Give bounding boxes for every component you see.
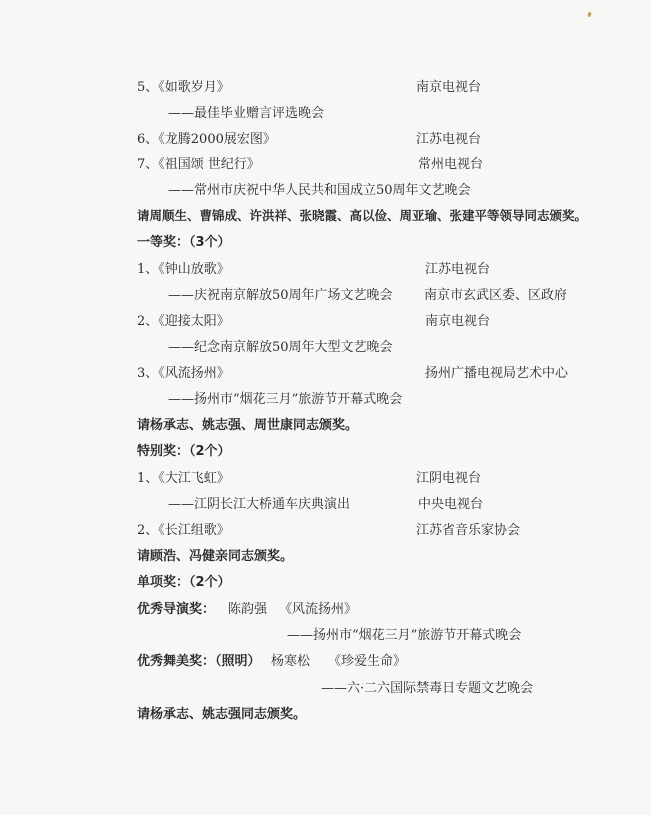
r5-title: 5、《如歌岁月》 xyxy=(137,80,230,95)
art-work: 《珍爱生命》 xyxy=(328,654,407,669)
f2-sub: ——纪念南京解放50周年大型文艺晚会 xyxy=(168,340,393,355)
s2-org: 江苏省音乐家协会 xyxy=(416,523,521,538)
r5-sub: ——最佳毕业赠言评选晚会 xyxy=(168,106,325,121)
f1-title: 1、《钟山放歌》 xyxy=(137,262,230,277)
first-prize-heading: 一等奖：（3个） xyxy=(137,235,231,250)
presenters-line: 请顾浩、冯健亲同志颁奖。 xyxy=(137,549,294,564)
director-name: 陈韵强 xyxy=(228,602,268,617)
single-prize-heading: 单项奖：（2个） xyxy=(137,575,231,590)
f1-org2: 南京市玄武区委、区政府 xyxy=(424,288,568,303)
presenters-line: 请杨承志、姚志强、周世康同志颁奖。 xyxy=(137,418,359,433)
f1-org: 江苏电视台 xyxy=(425,262,491,277)
f2-title: 2、《迎接太阳》 xyxy=(137,314,230,329)
r6-title: 6、《龙腾2000展宏图》 xyxy=(137,132,276,147)
director-award-label: 优秀导演奖： xyxy=(137,602,216,617)
f1-sub: ——庆祝南京解放50周年广场文艺晚会 xyxy=(168,288,393,303)
director-work: 《风流扬州》 xyxy=(279,602,358,617)
paper-speck xyxy=(587,12,592,18)
r6-org: 江苏电视台 xyxy=(416,132,482,147)
s1-org: 江阴电视台 xyxy=(416,471,482,486)
presenters-line: 请周顺生、曹锦成、许洪祥、张晓霞、高以俭、周亚瑜、张建平等领导同志颁奖。 xyxy=(137,208,588,223)
f3-org: 扬州广播电视局艺术中心 xyxy=(425,366,569,381)
f3-sub: ——扬州市“烟花三月”旅游节开幕式晚会 xyxy=(168,392,403,407)
art-name: 杨寒松 xyxy=(271,654,311,669)
r7-org: 常州电视台 xyxy=(418,157,484,172)
s1-sub: ——江阴长江大桥通车庆典演出 xyxy=(168,497,351,512)
r5-org: 南京电视台 xyxy=(416,80,482,95)
r7-title: 7、《祖国颂 世纪行》 xyxy=(137,157,260,172)
director-sub: ——扬州市“烟花三月”旅游节开幕式晚会 xyxy=(287,628,522,643)
art-sub: ——六·二六国际禁毒日专题文艺晚会 xyxy=(321,681,534,696)
s2-title: 2、《长江组歌》 xyxy=(137,523,230,538)
f2-org: 南京电视台 xyxy=(425,314,491,329)
s1-org2: 中央电视台 xyxy=(418,497,484,512)
s1-title: 1、《大江飞虹》 xyxy=(137,471,230,486)
special-prize-heading: 特别奖：（2个） xyxy=(137,444,231,459)
r7-sub: ——常州市庆祝中华人民共和国成立50周年文艺晚会 xyxy=(168,183,471,198)
f3-title: 3、《风流扬州》 xyxy=(137,366,230,381)
art-award-label: 优秀舞美奖：（照明） xyxy=(137,654,261,669)
presenters-line: 请杨承志、姚志强同志颁奖。 xyxy=(137,707,307,722)
